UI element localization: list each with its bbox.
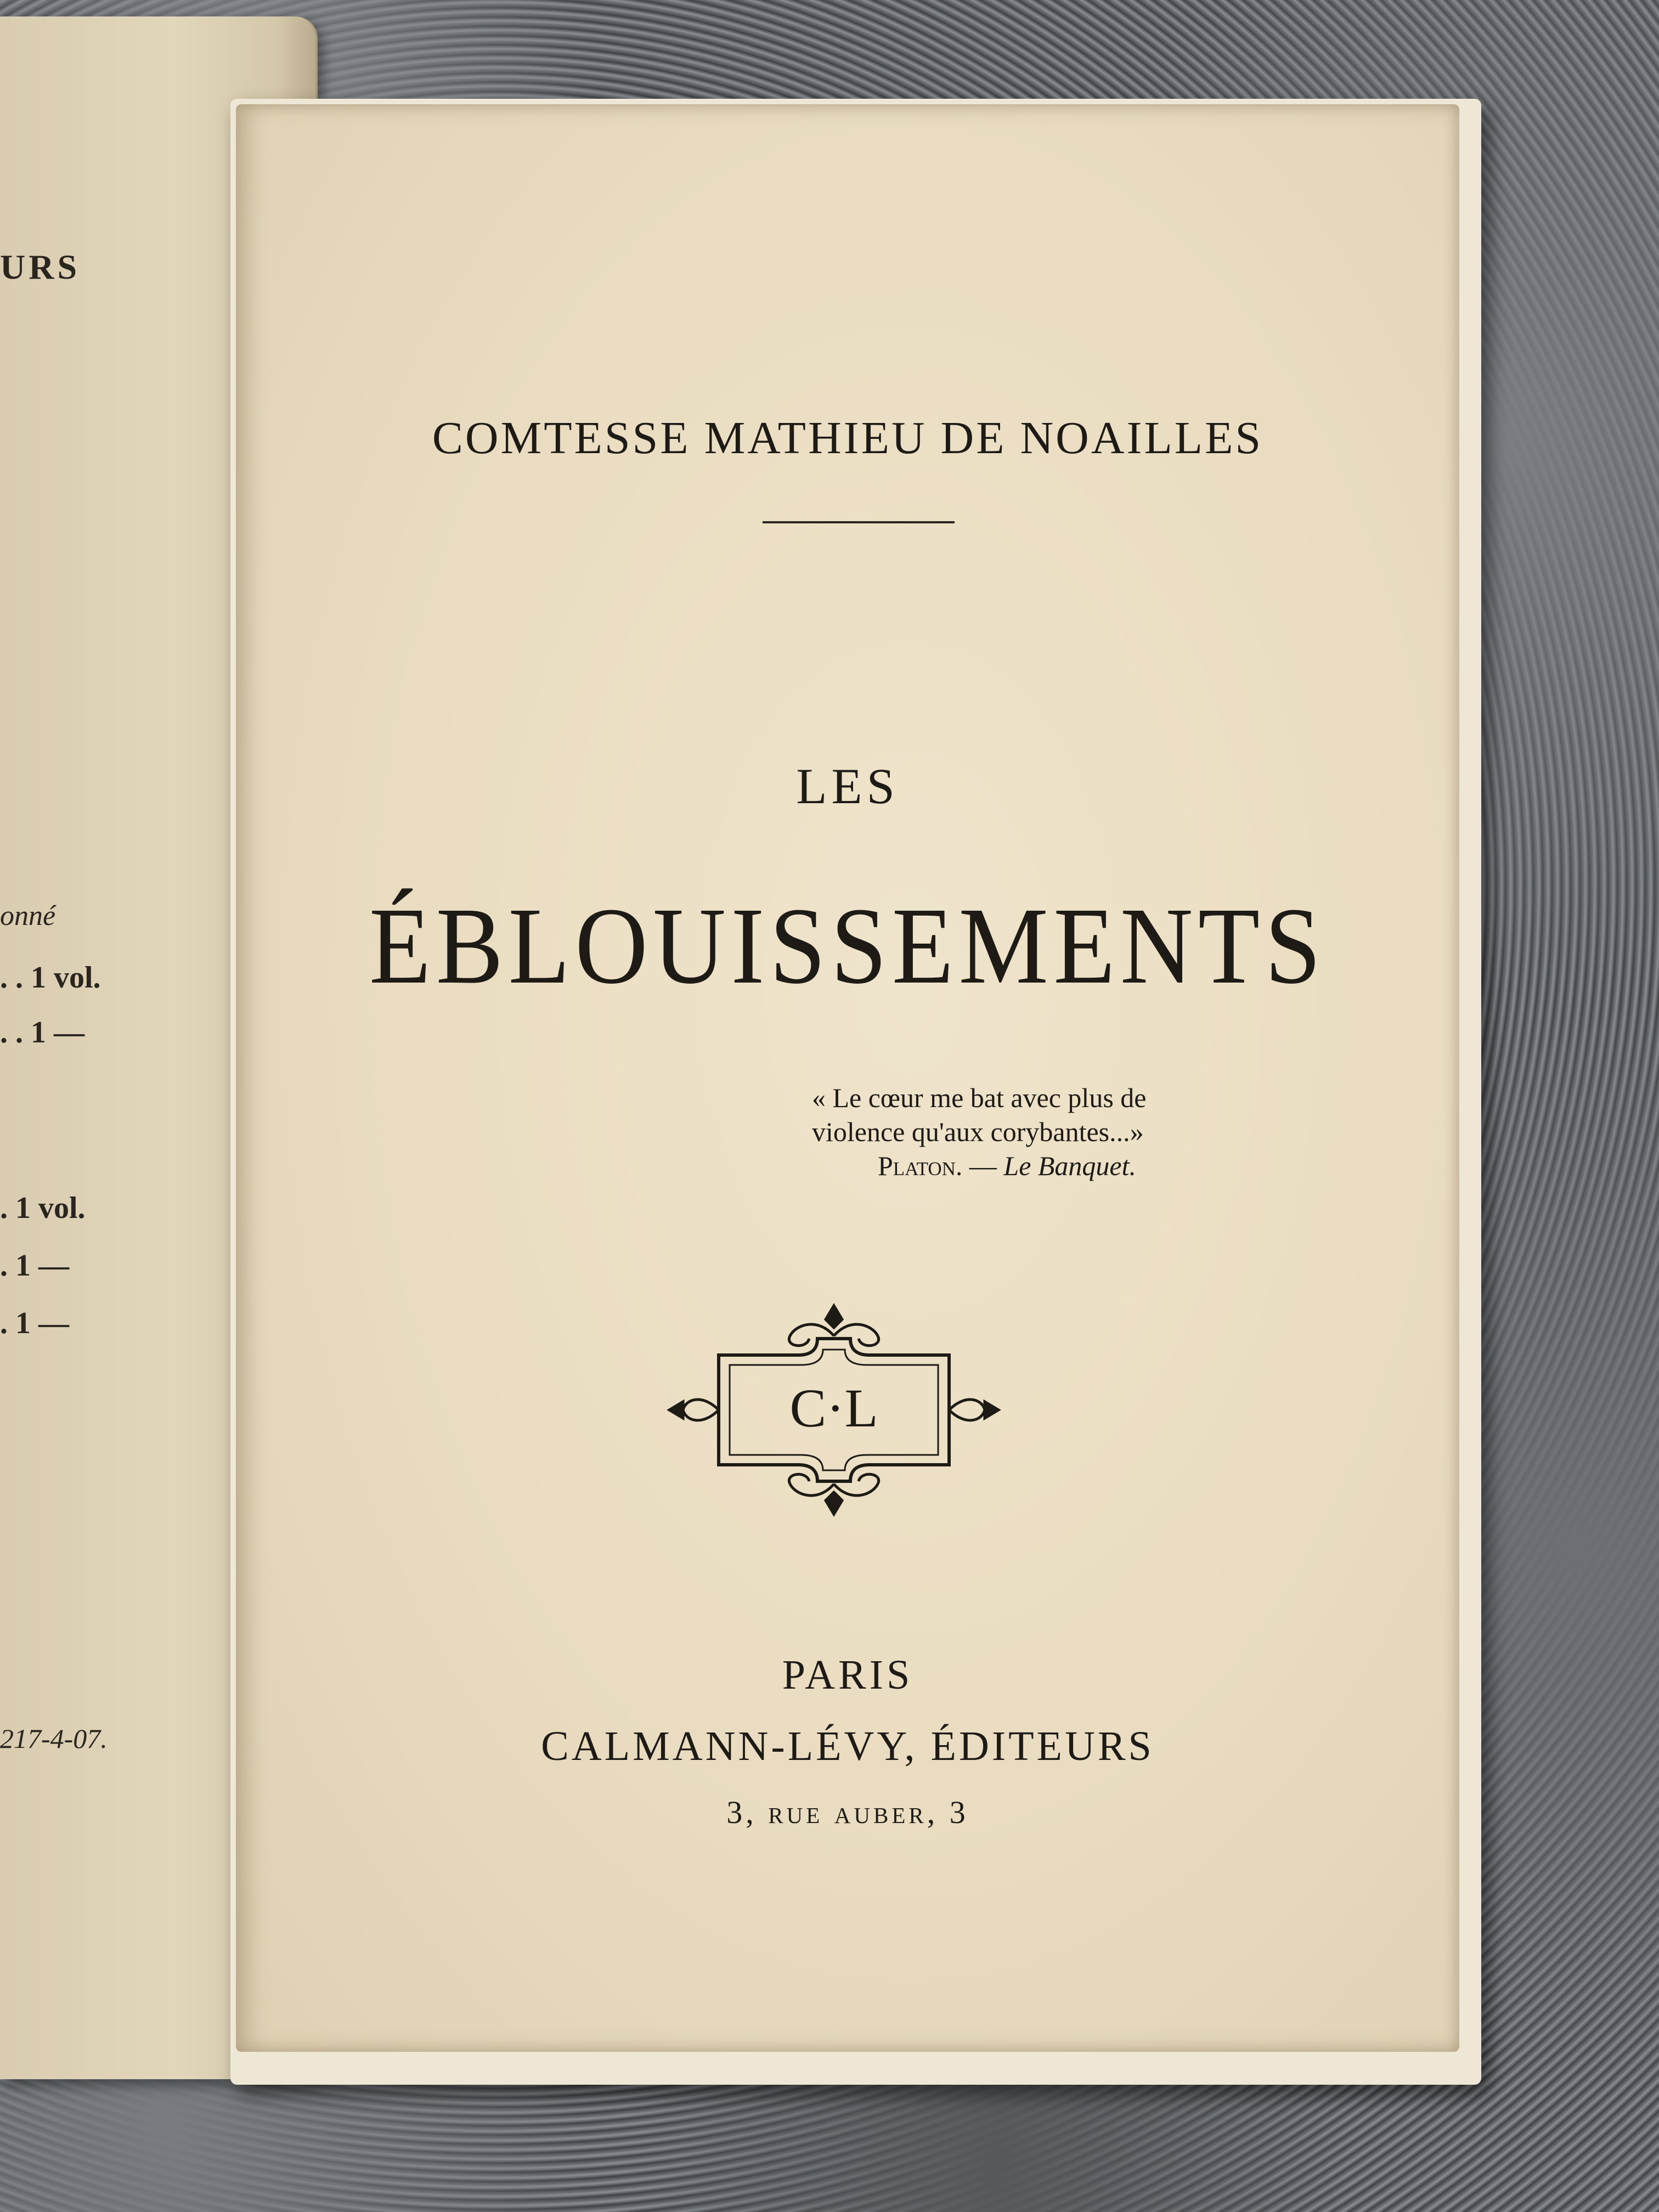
book-title: ÉBLOUISSEMENTS bbox=[369, 885, 1327, 1007]
author-name: COMTESSE MATHIEU DE NOAILLES bbox=[432, 413, 1263, 464]
epigraph-author: Platon. bbox=[878, 1150, 963, 1181]
author-rule bbox=[763, 521, 955, 523]
publisher-emblem bbox=[658, 1295, 1009, 1525]
left-page-line: onné bbox=[0, 900, 56, 932]
left-page-line: . 1 — bbox=[0, 1306, 69, 1340]
epigraph-attribution bbox=[812, 1149, 1146, 1183]
title-prefix: LES bbox=[796, 758, 899, 814]
emblem-monogram: C·L bbox=[789, 1378, 878, 1438]
title-page bbox=[236, 104, 1459, 2052]
publisher-address: 3, rue auber, 3 bbox=[726, 1795, 969, 1830]
publisher-name: CALMANN-LÉVY, ÉDITEURS bbox=[541, 1723, 1154, 1769]
left-page-line: . 1 — bbox=[0, 1249, 69, 1283]
left-page-line: . . 1 — bbox=[0, 1015, 84, 1049]
epigraph-line-2: violence qu'aux corybantes...» bbox=[812, 1116, 1144, 1147]
left-page-line: . . 1 vol. bbox=[0, 961, 101, 995]
epigraph-line-1: « Le cœur me bat avec plus de bbox=[812, 1082, 1147, 1113]
left-page-printer-code: 217-4-07. bbox=[0, 1723, 108, 1754]
epigraph-work: Le Banquet. bbox=[1003, 1150, 1137, 1181]
left-page-line: . 1 vol. bbox=[0, 1191, 86, 1225]
epigraph bbox=[812, 1081, 1146, 1183]
publication-city: PARIS bbox=[782, 1652, 913, 1698]
left-page-header-fragment: URS bbox=[0, 247, 81, 286]
epigraph-separator: — bbox=[962, 1150, 1004, 1181]
